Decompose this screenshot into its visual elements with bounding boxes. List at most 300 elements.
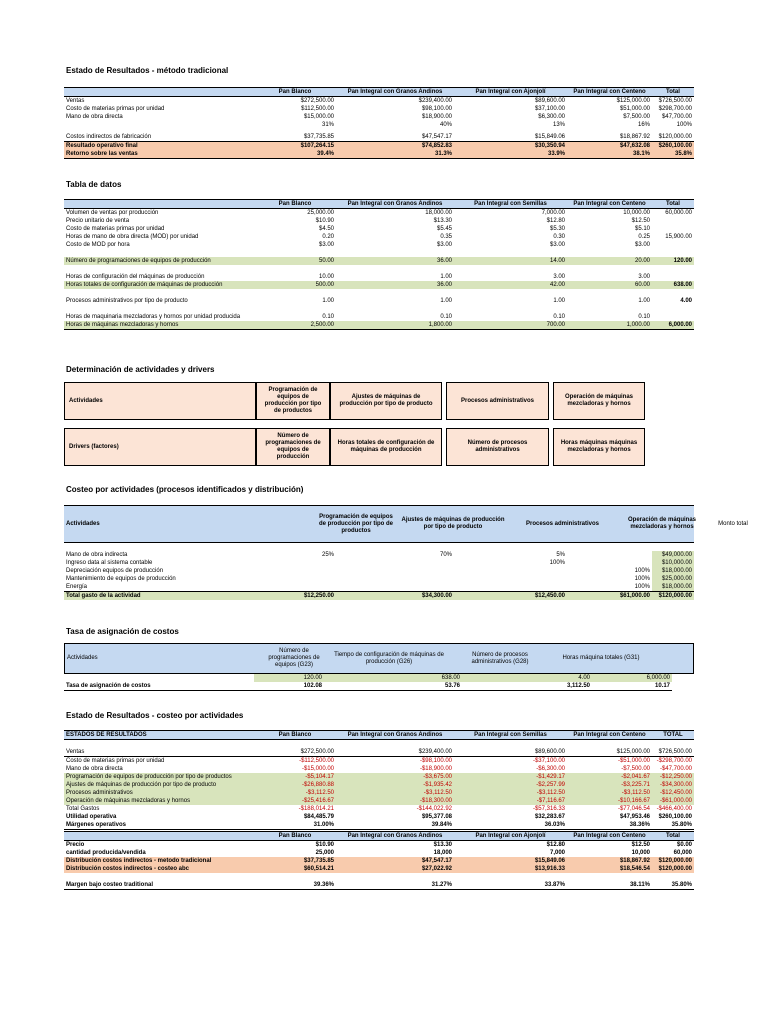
row-label: Procesos administrativos — [64, 789, 254, 797]
cell-value: $37,100.00 — [534, 106, 565, 112]
cell-value: 60,000.00 — [665, 210, 692, 216]
cell-value: $120,000.00 — [652, 857, 694, 865]
cell-value — [567, 249, 652, 257]
row-label — [64, 249, 254, 257]
abc-income-table — [64, 730, 694, 830]
cell-value: $32,283.67 — [534, 814, 565, 820]
abc-header-programming: Programación de equipos de producción por tipo de productos — [319, 513, 393, 534]
cell-value: -$61,000.00 — [652, 797, 694, 805]
cell-value: 0.35 — [440, 234, 452, 240]
table-row — [64, 797, 694, 805]
cell-value: Pan Integral con Semillas — [454, 731, 567, 740]
cell-value: 39.84% — [336, 821, 454, 830]
total-row — [64, 592, 694, 601]
cell-value — [652, 305, 694, 313]
cell-value: -$3,112.50 — [336, 789, 454, 797]
table-row — [64, 241, 694, 249]
section-title-abc-costing: Costeo por actividades (procesos identificados y distribución) — [66, 485, 304, 494]
cell-value: 100% — [676, 122, 692, 128]
cell-value — [567, 559, 652, 567]
cell-value: $25,000.00 — [652, 575, 694, 583]
cell-value: Pan Blanco — [254, 88, 336, 97]
table-row — [64, 133, 694, 142]
section-title-data: Tabla de datos — [66, 180, 122, 189]
cell-value: 0.25 — [638, 234, 650, 240]
cell-value: -$1,429.17 — [454, 773, 567, 781]
cell-value: 36.00 — [336, 257, 454, 265]
cell-value: 42.00 — [454, 281, 567, 289]
table-row — [64, 789, 694, 797]
cell-value: $239,400.00 — [418, 98, 452, 104]
cell-value: $125,000.00 — [616, 749, 650, 755]
cell-value: $74,852.83 — [336, 142, 454, 151]
cell-value — [652, 217, 694, 225]
table-row — [64, 857, 694, 865]
cell-value: $5.45 — [436, 226, 452, 232]
cell-value: 15,900.00 — [665, 234, 692, 240]
drivers-label-box: Drivers (factores) — [64, 428, 256, 466]
cell-value: -$34,300.00 — [652, 781, 694, 789]
cell-value — [454, 873, 567, 881]
cell-value: 0.10 — [322, 314, 334, 320]
cell-value: $120,000.00 — [652, 865, 694, 873]
cell-value: 1.00 — [638, 298, 650, 304]
rate-header-admin: Número de procesos administrativos (G28) — [471, 651, 529, 665]
cell-value: $27,022.92 — [336, 865, 454, 873]
cell-value: -$18,900.00 — [419, 766, 452, 772]
cell-value: 70% — [439, 552, 452, 558]
table-row — [64, 674, 694, 682]
cell-value: $125,000.00 — [616, 98, 650, 104]
cell-value: Pan Integral con Granos Andinos — [336, 832, 454, 841]
cell-value: $18,000.00 — [652, 567, 694, 575]
cell-value: 0.10 — [440, 314, 452, 320]
cell-value — [454, 740, 567, 749]
cell-value: Pan Integral con Centeno — [567, 731, 652, 740]
rate-header-setup-time: Tiempo de configuración de máquinas de producción (G26) — [334, 651, 444, 665]
cell-value: 1.00 — [440, 274, 452, 280]
cell-value: $12.80 — [546, 218, 565, 224]
activities-label-box: Actividades — [64, 382, 256, 420]
row-label: Número de programaciones de equipos de producción — [64, 257, 254, 265]
cell-value: $112,500.00 — [301, 106, 334, 112]
cell-value — [336, 740, 454, 749]
cell-value: $47,700.00 — [661, 114, 692, 120]
table-row — [64, 748, 694, 757]
cell-value: $12.50 — [631, 218, 650, 224]
table-row — [64, 265, 694, 273]
cell-value: -$466,400.00 — [656, 806, 692, 812]
cell-value — [652, 273, 694, 281]
cell-value: -$12,450.00 — [652, 789, 694, 797]
row-label: Horas de maquinaria mezcladoras y hornos por unidad producida — [66, 314, 241, 320]
cell-value: 10.00 — [318, 274, 334, 280]
table-row — [64, 765, 694, 773]
row-label: Energía — [66, 584, 88, 590]
cell-value: -$98,100.00 — [336, 757, 454, 766]
cell-value: 13% — [552, 122, 565, 128]
cell-value: 53.76 — [324, 682, 462, 691]
cell-value — [567, 551, 652, 559]
row-label: Precio — [66, 842, 85, 848]
table-row — [64, 233, 694, 241]
cell-value: -$10,166.67 — [567, 797, 652, 805]
driver-box-admin: Número de procesos administrativos — [446, 428, 549, 466]
table-row — [64, 849, 694, 857]
table-row — [64, 583, 694, 592]
cell-value: -$3,112.50 — [254, 789, 336, 797]
cell-value: -$3,225.71 — [567, 781, 652, 789]
row-label: Ventas — [66, 749, 85, 755]
cell-value: $107,264.15 — [254, 142, 336, 151]
cell-value — [336, 265, 454, 273]
cell-value — [254, 567, 336, 575]
table-row — [64, 305, 694, 313]
row-label: Resultado operativo final — [64, 142, 254, 151]
cell-value: 4.00 — [680, 298, 692, 304]
cell-value: $13.30 — [433, 218, 452, 224]
cell-value: -$7,500.00 — [621, 766, 650, 772]
cell-value: Total — [652, 832, 694, 841]
cell-value: $98,100.00 — [421, 106, 452, 112]
row-label: Mano de obra directa — [66, 766, 123, 772]
abc-header-admin: Procesos administrativos — [525, 520, 600, 527]
table-row — [64, 865, 694, 873]
cell-value: $18,867.92 — [619, 134, 650, 140]
cell-value: -$3,112.50 — [454, 789, 567, 797]
cell-value — [454, 583, 567, 592]
cell-value: $12.80 — [546, 842, 565, 848]
cell-value — [652, 249, 694, 257]
cell-value: 25,000 — [315, 850, 334, 856]
row-label: Costo de materias primas por unidad — [64, 757, 254, 766]
cell-value: $726,500.00 — [658, 749, 692, 755]
cell-value: -$3,675.00 — [336, 773, 454, 781]
cell-value: 7,000.00 — [541, 210, 565, 216]
cell-value: 0.10 — [553, 314, 565, 320]
row-label: Horas totales de configuración de máquinas de producción — [64, 281, 254, 289]
row-label — [64, 121, 254, 129]
cell-value: $120,000.00 — [658, 134, 692, 140]
table-row — [64, 97, 694, 106]
cell-value: 2,500.00 — [254, 321, 336, 330]
cell-value: 1,000.00 — [567, 321, 652, 330]
cell-value — [254, 583, 336, 592]
cell-value: 1.00 — [440, 298, 452, 304]
cell-value: $4.50 — [318, 226, 334, 232]
cell-value: $239,400.00 — [418, 749, 452, 755]
cell-value: $12,250.00 — [254, 592, 336, 601]
cell-value: 700.00 — [454, 321, 567, 330]
rate-header-programming: Número de programaciones de equipos (G23) — [268, 648, 320, 668]
cell-value: Pan Blanco — [254, 832, 336, 841]
header-row — [64, 832, 694, 841]
row-label: ESTADOS DE RESULTADOS — [64, 731, 254, 740]
cell-value: $37,735.85 — [303, 134, 334, 140]
cell-value: -$57,316.33 — [532, 806, 565, 812]
section-title-allocation-rate: Tasa de asignación de costos — [66, 627, 179, 636]
cell-value: 638.00 — [652, 281, 694, 289]
activity-box-admin: Procesos administrativos — [446, 382, 549, 420]
cell-value: 31.3% — [336, 150, 454, 159]
cell-value: $95,377.08 — [421, 814, 452, 820]
cell-value: -$37,100.00 — [454, 757, 567, 766]
cell-value — [567, 873, 652, 881]
cell-value: $37,735.85 — [254, 857, 336, 865]
allocation-rate-table — [64, 674, 694, 691]
cell-value: 38.1% — [567, 150, 652, 159]
row-label: cantidad producida/vendida — [66, 850, 146, 856]
cell-value: $272,500.00 — [300, 749, 334, 755]
rate-header-activities: Actividades — [67, 655, 98, 661]
cell-value: Pan Integral con Granos Andinos — [336, 731, 454, 740]
cell-value: 10,000 — [631, 850, 650, 856]
cell-value: $47,547.17 — [336, 857, 454, 865]
table-row — [64, 249, 694, 257]
table-row — [64, 209, 694, 218]
table-row — [64, 805, 694, 813]
cell-value: $10.90 — [315, 218, 334, 224]
cell-value: $3.00 — [436, 242, 452, 248]
cell-value: 100% — [634, 568, 650, 574]
abc-header-band — [64, 505, 748, 543]
cell-value — [254, 249, 336, 257]
header-row — [64, 88, 694, 97]
cell-value: $10,000.00 — [652, 559, 694, 567]
table-row — [64, 841, 694, 850]
table-row — [64, 873, 694, 881]
cell-value: 1.00 — [553, 298, 565, 304]
row-label: Costo de MOD por hora — [66, 242, 130, 248]
cell-value: 18,000 — [433, 850, 452, 856]
cell-value — [254, 289, 336, 297]
row-label — [64, 289, 254, 297]
cell-value — [254, 575, 336, 583]
cell-value — [336, 575, 454, 583]
cell-value: -$51,000.00 — [567, 757, 652, 766]
cell-value — [567, 740, 652, 749]
cell-value: $260,100.00 — [658, 814, 692, 820]
cell-value: 102.08 — [254, 682, 324, 691]
cell-value: Pan Integral con Ajonjolí — [454, 832, 567, 841]
cell-value: $5.30 — [549, 226, 565, 232]
table-row — [64, 773, 694, 781]
row-label: Distribución costos indirectos - metodo tradicional — [64, 857, 254, 865]
cell-value: 60,000 — [673, 850, 692, 856]
row-label: Horas de configuración del máquinas de producción — [66, 274, 205, 280]
cell-value: 100% — [634, 584, 650, 590]
cell-value — [652, 225, 694, 233]
abc-header-setup: Ajustes de máquinas de producción por tipo de producto — [401, 517, 505, 530]
cell-value: 14.00 — [454, 257, 567, 265]
table-row — [64, 281, 694, 289]
table-row — [64, 821, 694, 830]
cell-value: Pan Integral con Centeno — [567, 832, 652, 841]
cell-value — [652, 265, 694, 273]
cell-value: 39.4% — [254, 150, 336, 159]
row-label: Ajustes de máquinas de producción por tipo de producto — [64, 781, 254, 789]
cell-value: TOTAL — [652, 731, 694, 740]
abc-header-mixers: Operación de máquinas mezcladoras y hornos — [627, 517, 697, 530]
cell-value — [336, 289, 454, 297]
cell-value — [567, 289, 652, 297]
row-label: Horas de mano de obra directa (MOD) por unidad — [66, 234, 199, 240]
cell-value: Pan Integral con Semillas — [454, 200, 567, 209]
table-row — [64, 217, 694, 225]
cell-value — [336, 567, 454, 575]
row-label: Operación de máquinas mezcladoras y hornos — [64, 797, 254, 805]
section-title-abc-income: Estado de Resultados - costeo por actividades — [66, 711, 244, 720]
row-label: Mano de obra indirecta — [66, 552, 128, 558]
cell-value: 0.30 — [553, 234, 565, 240]
cell-value: Pan Integral con Granos Andinos — [336, 200, 454, 209]
cell-value: 10.17 — [592, 682, 672, 691]
cell-value: $3.00 — [318, 242, 334, 248]
section-title-traditional: Estado de Resultados - método tradicional — [66, 66, 229, 75]
cell-value: 31.00% — [254, 821, 336, 830]
row-label: Total gasto de la actividad — [64, 592, 254, 601]
cell-value: 36.03% — [454, 821, 567, 830]
table-row — [64, 257, 694, 265]
cell-value: -$3,112.50 — [567, 789, 652, 797]
cell-value: $15,000.00 — [303, 114, 334, 120]
cell-value: -$7,116.67 — [454, 797, 567, 805]
cell-value: 33.9% — [454, 150, 567, 159]
cell-value: 40% — [439, 122, 452, 128]
cell-value: -$15,000.00 — [301, 766, 334, 772]
table-row — [64, 273, 694, 281]
cell-value: -$298,700.00 — [652, 757, 694, 766]
cell-value: Pan Integral con Granos Andinos — [336, 88, 454, 97]
abc-header-activities: Actividades — [66, 520, 100, 527]
row-label — [64, 265, 254, 273]
rate-header-machine-hours: Horas máquina totales (G31) — [562, 655, 640, 661]
cell-value: $0.00 — [676, 842, 692, 848]
cell-value: 35.80% — [652, 881, 694, 890]
cell-value: $3.00 — [634, 242, 650, 248]
cell-value: -$26,880.88 — [254, 781, 336, 789]
abc-costing-table — [64, 551, 694, 600]
cell-value: Total — [652, 200, 694, 209]
row-label: Mano de obra directa — [66, 114, 123, 120]
cell-value: -$77,046.54 — [617, 806, 650, 812]
activity-box-machine-setup: Ajustes de máquinas de producción por tipo de producto — [330, 382, 442, 420]
cell-value: 50.00 — [254, 257, 336, 265]
cell-value: -$144,022.92 — [416, 806, 452, 812]
row-label: Depreciación equipos de producción — [66, 568, 164, 574]
cell-value: $89,600.00 — [534, 749, 565, 755]
row-label: Márgenes operativos — [64, 821, 254, 830]
driver-box-machine-setup: Horas totales de configuración de máquinas de producción — [330, 428, 442, 466]
cell-value — [336, 249, 454, 257]
cell-value: 36.00 — [336, 281, 454, 289]
cell-value: 100% — [549, 560, 565, 566]
cell-value: 38.11% — [567, 881, 652, 890]
cell-value: 35.80% — [652, 821, 694, 830]
cell-value: $7,500.00 — [623, 114, 650, 120]
header-row — [64, 200, 694, 209]
cell-value: 500.00 — [254, 281, 336, 289]
row-label: Programación de equipos de producción por tipo de productos — [64, 773, 254, 781]
table-row — [64, 121, 694, 129]
row-label: Costos indirectos de fabricación — [66, 134, 152, 140]
cell-value: 100% — [634, 576, 650, 582]
cell-value — [454, 305, 567, 313]
cell-value: $12.50 — [631, 842, 650, 848]
row-label — [64, 305, 254, 313]
table-row — [64, 289, 694, 297]
table-row — [64, 321, 694, 330]
cell-value: Pan Blanco — [254, 200, 336, 209]
cell-value: $3.00 — [549, 242, 565, 248]
driver-box-programming: Número de programaciones de equipos de producción — [256, 428, 330, 466]
cell-value — [652, 241, 694, 249]
row-label: Costo de materias primas por unidad — [66, 106, 165, 112]
row-label: Total Gastos — [66, 806, 100, 812]
table-row — [64, 813, 694, 821]
cell-value: 1.00 — [322, 298, 334, 304]
cell-value: -$47,700.00 — [659, 766, 692, 772]
cell-value: $18,867.92 — [567, 857, 652, 865]
cell-value: -$2,257.99 — [454, 781, 567, 789]
cell-value: 10,000.00 — [623, 210, 650, 216]
cell-value: 16% — [637, 122, 650, 128]
table-row — [64, 740, 694, 749]
cell-value: $18,546.54 — [567, 865, 652, 873]
cell-value: -$5,104.17 — [254, 773, 336, 781]
cell-value: Pan Integral con Centeno — [567, 88, 652, 97]
cell-value: 0.20 — [322, 234, 334, 240]
cell-value: 3,112.50 — [462, 682, 592, 691]
activity-box-mixers-ovens: Operación de máquinas mezcladoras y hornos — [553, 382, 645, 420]
cell-value: $15,849.06 — [534, 134, 565, 140]
cell-value: $51,000.00 — [619, 106, 650, 112]
cell-value: -$12,250.00 — [652, 773, 694, 781]
row-label: Tasa de asignación de costos — [64, 682, 254, 691]
cell-value: $298,700.00 — [658, 106, 692, 112]
cell-value — [254, 740, 336, 749]
cell-value — [454, 265, 567, 273]
row-label: Distribución costos indirectos - costeo abc — [64, 865, 254, 873]
cell-value — [336, 559, 454, 567]
table-row — [64, 313, 694, 321]
cell-value — [454, 289, 567, 297]
cell-value: 6,000.00 — [592, 674, 672, 682]
table-row — [64, 225, 694, 233]
row-label — [64, 740, 254, 749]
cell-value — [336, 583, 454, 592]
cell-value: Pan Integral con Ajonjolí — [454, 88, 567, 97]
cell-value: 5% — [556, 552, 565, 558]
cell-value: $18,900.00 — [421, 114, 452, 120]
cell-value: Pan Blanco — [254, 731, 336, 740]
cell-value: $260,100.00 — [652, 142, 694, 151]
cell-value — [254, 305, 336, 313]
cell-value: 20.00 — [567, 257, 652, 265]
cell-value: $89,600.00 — [534, 98, 565, 104]
cell-value — [336, 305, 454, 313]
driver-box-mixers-ovens: Horas máquinas máquinas mezcladoras y hornos — [553, 428, 645, 466]
row-label: Ingreso data al sistema contable — [66, 560, 153, 566]
cell-value — [254, 265, 336, 273]
table-row — [64, 142, 694, 151]
rate-header-band — [64, 643, 694, 674]
cell-value: $47,953.46 — [619, 814, 650, 820]
section-title-activities-drivers: Determinación de actividades y drivers — [66, 365, 215, 374]
cell-value — [567, 305, 652, 313]
cell-value: 4.00 — [462, 674, 592, 682]
cell-value: 3.00 — [638, 274, 650, 280]
